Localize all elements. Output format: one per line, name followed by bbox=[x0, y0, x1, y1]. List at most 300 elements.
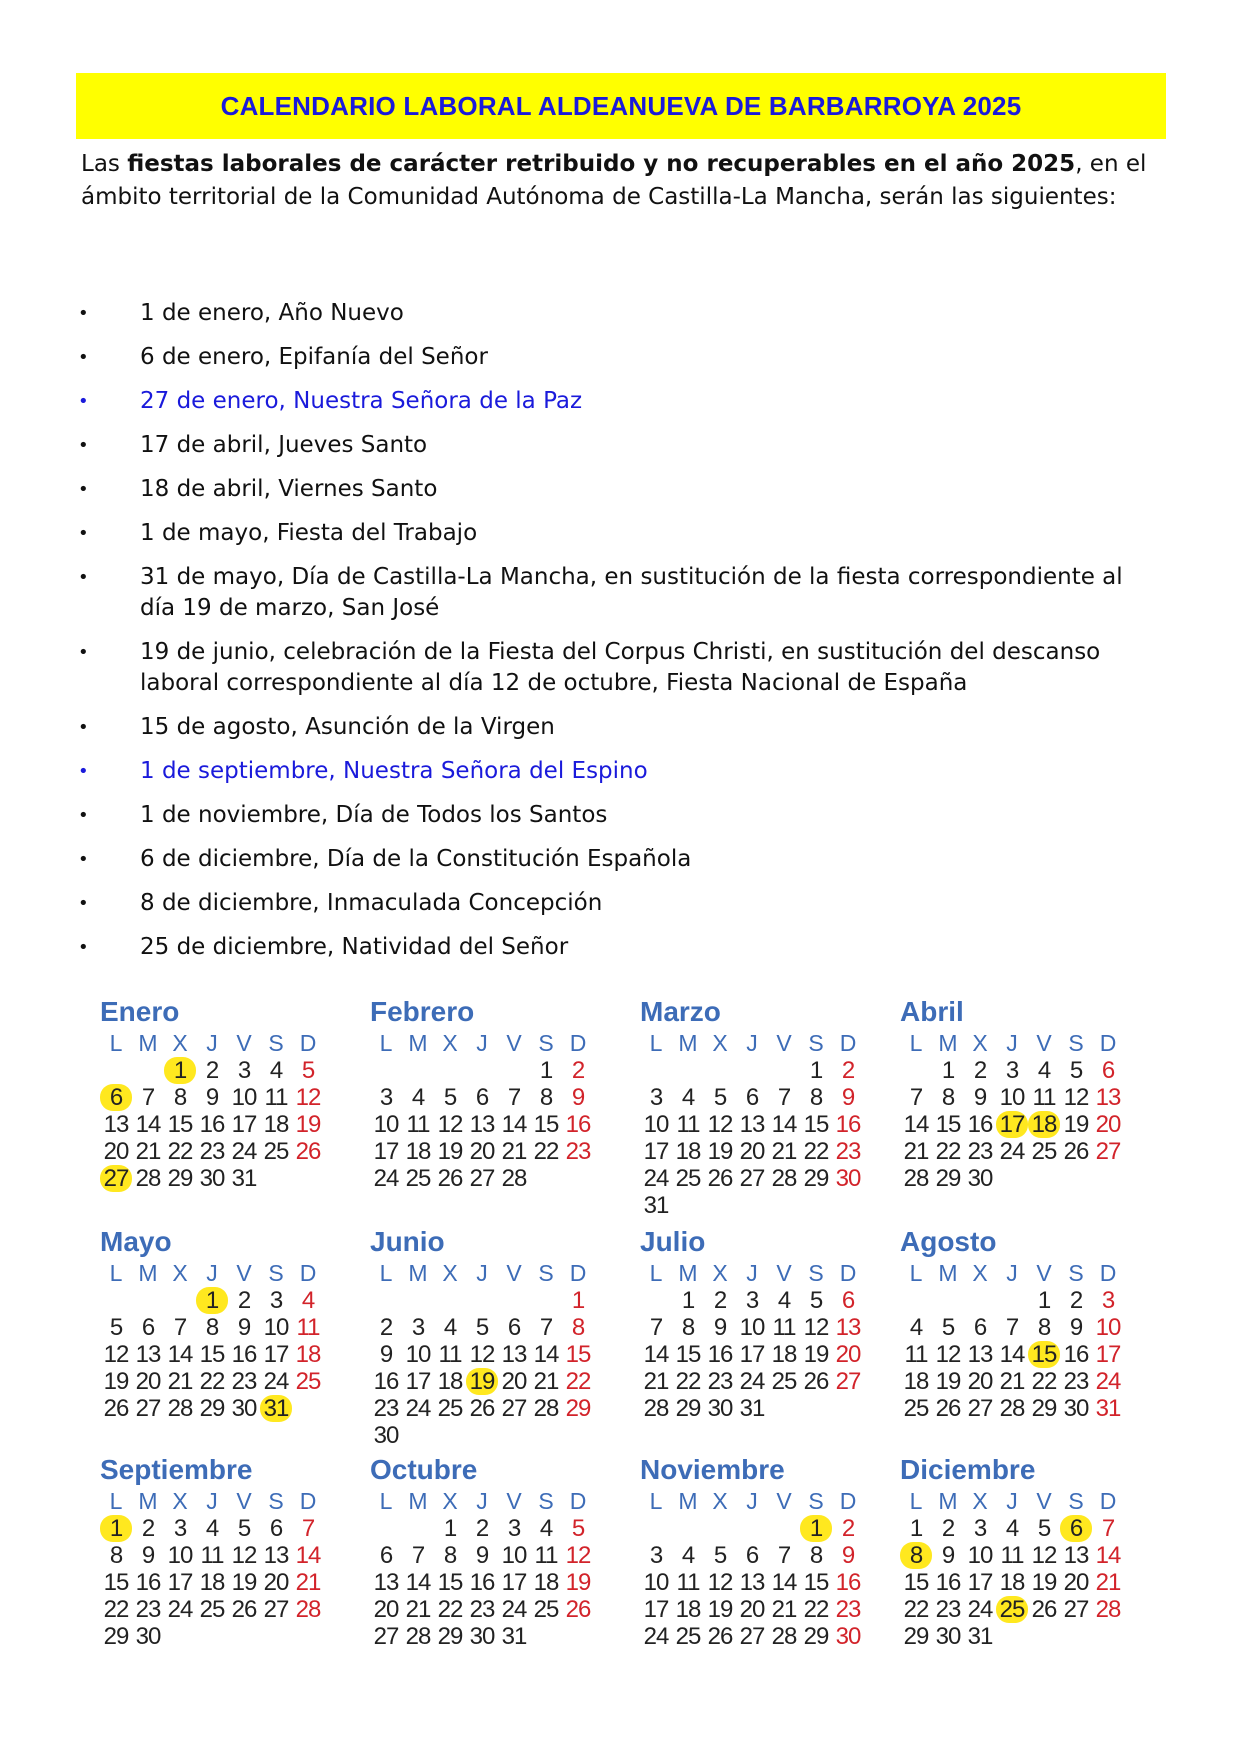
holiday-text: 27 de enero, Nuestra Señora de la Paz bbox=[140, 388, 583, 414]
weekday-label: V bbox=[776, 1030, 792, 1056]
weekday-header bbox=[100, 1487, 340, 1515]
weekday-label: J bbox=[1006, 1260, 1018, 1286]
day-cell: 19 bbox=[295, 1111, 321, 1138]
day-cell: 20 bbox=[739, 1596, 765, 1623]
month-febrero bbox=[370, 995, 610, 1192]
day-cell: 7 bbox=[1005, 1314, 1019, 1341]
day-cell: 1 bbox=[941, 1057, 955, 1084]
holiday-day-cell: 27 bbox=[100, 1165, 132, 1192]
week-row bbox=[900, 1596, 1140, 1623]
day-cell: 22 bbox=[675, 1368, 701, 1395]
day-cell: 4 bbox=[777, 1287, 791, 1314]
weekday-label: S bbox=[538, 1260, 554, 1286]
empty-cell bbox=[498, 1287, 530, 1314]
week-row bbox=[100, 1287, 340, 1314]
day-cell: 24 bbox=[643, 1165, 669, 1192]
empty-cell bbox=[964, 1287, 996, 1314]
day-cell: 20 bbox=[835, 1341, 861, 1368]
week-row bbox=[900, 1138, 1140, 1165]
weekday-label: J bbox=[746, 1488, 758, 1514]
day-cell: 5 bbox=[713, 1084, 727, 1111]
day-cell: 12 bbox=[935, 1341, 961, 1368]
week-row bbox=[640, 1111, 880, 1138]
day-cell: 21 bbox=[533, 1368, 559, 1395]
day-cell: 14 bbox=[295, 1542, 321, 1569]
empty-cell bbox=[672, 1057, 704, 1084]
day-cell: 5 bbox=[237, 1515, 251, 1542]
day-cell: 24 bbox=[1095, 1368, 1121, 1395]
day-cell: 3 bbox=[507, 1515, 521, 1542]
day-cell: 6 bbox=[379, 1542, 393, 1569]
week-row bbox=[640, 1314, 880, 1341]
weekday-label: D bbox=[299, 1488, 317, 1514]
day-cell: 23 bbox=[835, 1138, 861, 1165]
weekday-header bbox=[900, 1259, 1140, 1287]
weekday-label: L bbox=[379, 1260, 393, 1286]
day-cell: 15 bbox=[803, 1111, 829, 1138]
day-cell: 7 bbox=[777, 1084, 791, 1111]
day-cell: 2 bbox=[237, 1287, 251, 1314]
weekday-label: J bbox=[1006, 1488, 1018, 1514]
day-cell: 24 bbox=[373, 1165, 399, 1192]
day-cell: 29 bbox=[167, 1165, 193, 1192]
day-cell: 6 bbox=[507, 1314, 521, 1341]
empty-cell bbox=[900, 1287, 932, 1314]
day-cell: 9 bbox=[141, 1542, 155, 1569]
bullet-icon: • bbox=[78, 642, 89, 663]
day-cell: 26 bbox=[103, 1395, 129, 1422]
day-cell: 18 bbox=[675, 1596, 701, 1623]
holiday-day-cell: 19 bbox=[466, 1368, 498, 1395]
week-row bbox=[900, 1395, 1140, 1422]
weekday-label: X bbox=[712, 1488, 728, 1514]
day-cell: 22 bbox=[437, 1596, 463, 1623]
day-cell: 30 bbox=[935, 1623, 961, 1650]
day-cell: 20 bbox=[1063, 1569, 1089, 1596]
weekday-label: X bbox=[712, 1030, 728, 1056]
weekday-label: S bbox=[1068, 1488, 1084, 1514]
day-cell: 20 bbox=[263, 1569, 289, 1596]
day-cell: 28 bbox=[533, 1395, 559, 1422]
day-cell: 8 bbox=[173, 1084, 187, 1111]
day-cell: 19 bbox=[935, 1368, 961, 1395]
holiday-text: 1 de noviembre, Día de Todos los Santos bbox=[140, 802, 608, 828]
holiday-text: 6 de enero, Epifanía del Señor bbox=[140, 344, 488, 370]
day-cell: 10 bbox=[373, 1111, 399, 1138]
day-cell: 26 bbox=[231, 1596, 257, 1623]
day-cell: 2 bbox=[713, 1287, 727, 1314]
day-cell: 2 bbox=[205, 1057, 219, 1084]
weekday-label: J bbox=[206, 1260, 218, 1286]
day-cell: 30 bbox=[835, 1165, 861, 1192]
weekday-label: S bbox=[808, 1488, 824, 1514]
day-cell: 11 bbox=[264, 1084, 288, 1111]
day-cell: 19 bbox=[707, 1138, 733, 1165]
bullet-icon: • bbox=[78, 567, 89, 588]
holiday-item bbox=[0, 888, 1140, 919]
day-cell: 30 bbox=[373, 1422, 399, 1449]
day-cell: 4 bbox=[205, 1515, 219, 1542]
day-cell: 4 bbox=[411, 1084, 425, 1111]
day-cell: 20 bbox=[135, 1368, 161, 1395]
weekday-label: V bbox=[236, 1030, 252, 1056]
day-cell: 15 bbox=[533, 1111, 559, 1138]
weekday-header bbox=[100, 1259, 340, 1287]
week-row bbox=[370, 1515, 610, 1542]
day-cell: 20 bbox=[373, 1596, 399, 1623]
day-cell: 20 bbox=[469, 1138, 495, 1165]
day-cell: 10 bbox=[999, 1084, 1025, 1111]
day-cell: 29 bbox=[803, 1623, 829, 1650]
weekday-label: V bbox=[506, 1488, 522, 1514]
day-cell: 16 bbox=[835, 1569, 861, 1596]
day-cell: 26 bbox=[437, 1165, 463, 1192]
day-cell: 4 bbox=[539, 1515, 553, 1542]
day-cell: 16 bbox=[707, 1341, 733, 1368]
day-cell: 14 bbox=[533, 1341, 559, 1368]
day-cell: 19 bbox=[1063, 1111, 1089, 1138]
day-cell: 11 bbox=[438, 1341, 462, 1368]
day-cell: 5 bbox=[1069, 1057, 1083, 1084]
day-cell: 6 bbox=[1101, 1057, 1115, 1084]
day-cell: 14 bbox=[771, 1111, 797, 1138]
day-cell: 10 bbox=[967, 1542, 993, 1569]
day-cell: 13 bbox=[501, 1341, 527, 1368]
day-cell: 9 bbox=[841, 1084, 855, 1111]
day-cell: 16 bbox=[967, 1111, 993, 1138]
day-cell: 29 bbox=[803, 1165, 829, 1192]
month-name: Septiembre bbox=[100, 1454, 253, 1485]
day-cell: 20 bbox=[1095, 1111, 1121, 1138]
weekday-header bbox=[640, 1029, 880, 1057]
weekday-label: S bbox=[538, 1030, 554, 1056]
week-row bbox=[370, 1165, 610, 1192]
weekday-label: S bbox=[1068, 1260, 1084, 1286]
weekday-label: D bbox=[299, 1030, 317, 1056]
day-cell: 15 bbox=[565, 1341, 591, 1368]
month-name: Julio bbox=[640, 1226, 706, 1257]
empty-cell bbox=[530, 1287, 562, 1314]
month-diciembre bbox=[900, 1453, 1140, 1650]
weekday-label: V bbox=[236, 1488, 252, 1514]
day-cell: 4 bbox=[1037, 1057, 1051, 1084]
day-cell: 28 bbox=[1095, 1596, 1121, 1623]
month-octubre bbox=[370, 1453, 610, 1650]
empty-cell bbox=[466, 1057, 498, 1084]
day-cell: 28 bbox=[903, 1165, 929, 1192]
empty-cell bbox=[932, 1287, 964, 1314]
week-row bbox=[900, 1515, 1140, 1542]
weekday-label: D bbox=[839, 1488, 857, 1514]
day-cell: 27 bbox=[373, 1623, 399, 1650]
day-cell: 19 bbox=[103, 1368, 129, 1395]
week-row bbox=[100, 1569, 340, 1596]
bullet-icon: • bbox=[78, 435, 89, 456]
day-cell: 25 bbox=[675, 1165, 701, 1192]
holiday-day-cell: 17 bbox=[996, 1111, 1028, 1138]
day-cell: 19 bbox=[707, 1596, 733, 1623]
day-cell: 8 bbox=[809, 1542, 823, 1569]
week-row bbox=[640, 1368, 880, 1395]
holiday-item bbox=[0, 800, 1140, 831]
day-cell: 12 bbox=[803, 1314, 829, 1341]
weekday-header bbox=[370, 1029, 610, 1057]
empty-cell bbox=[370, 1515, 402, 1542]
day-cell: 15 bbox=[935, 1111, 961, 1138]
weekday-label: M bbox=[408, 1488, 428, 1514]
month-name: Enero bbox=[100, 996, 180, 1027]
month-abril bbox=[900, 995, 1140, 1192]
day-cell: 10 bbox=[231, 1084, 257, 1111]
day-cell: 30 bbox=[1063, 1395, 1089, 1422]
weekday-label: J bbox=[206, 1488, 218, 1514]
weekday-label: D bbox=[569, 1260, 587, 1286]
day-cell: 10 bbox=[167, 1542, 193, 1569]
weekday-label: X bbox=[972, 1488, 988, 1514]
weekday-label: V bbox=[506, 1030, 522, 1056]
day-cell: 22 bbox=[199, 1368, 225, 1395]
day-cell: 11 bbox=[296, 1314, 320, 1341]
day-cell: 18 bbox=[405, 1138, 431, 1165]
day-cell: 28 bbox=[771, 1165, 797, 1192]
day-cell: 16 bbox=[373, 1368, 399, 1395]
day-cell: 30 bbox=[707, 1395, 733, 1422]
weekday-label: V bbox=[1036, 1260, 1052, 1286]
day-cell: 22 bbox=[565, 1368, 591, 1395]
day-cell: 16 bbox=[199, 1111, 225, 1138]
day-cell: 4 bbox=[681, 1084, 695, 1111]
day-cell: 25 bbox=[1031, 1138, 1057, 1165]
holiday-day-cell: 1 bbox=[196, 1287, 228, 1314]
week-row bbox=[900, 1542, 1140, 1569]
day-cell: 13 bbox=[967, 1341, 993, 1368]
empty-cell bbox=[996, 1287, 1028, 1314]
day-cell: 9 bbox=[379, 1341, 393, 1368]
weekday-label: D bbox=[1099, 1260, 1117, 1286]
bullet-icon: • bbox=[78, 805, 89, 826]
weekday-label: S bbox=[808, 1030, 824, 1056]
weekday-label: X bbox=[172, 1488, 188, 1514]
weekday-header bbox=[640, 1259, 880, 1287]
weekday-label: M bbox=[938, 1488, 958, 1514]
day-cell: 14 bbox=[771, 1569, 797, 1596]
month-name: Noviembre bbox=[640, 1454, 785, 1485]
holiday-day-cell: 8 bbox=[900, 1542, 932, 1569]
day-cell: 15 bbox=[199, 1341, 225, 1368]
day-cell: 29 bbox=[675, 1395, 701, 1422]
day-cell: 24 bbox=[967, 1596, 993, 1623]
empty-cell bbox=[132, 1057, 164, 1084]
day-cell: 12 bbox=[707, 1569, 733, 1596]
day-cell: 7 bbox=[301, 1515, 315, 1542]
day-cell: 26 bbox=[1063, 1138, 1089, 1165]
day-cell: 14 bbox=[999, 1341, 1025, 1368]
weekday-label: S bbox=[538, 1488, 554, 1514]
empty-cell bbox=[434, 1287, 466, 1314]
holiday-day-cell: 6 bbox=[100, 1084, 132, 1111]
day-cell: 11 bbox=[772, 1314, 796, 1341]
empty-cell bbox=[672, 1515, 704, 1542]
holiday-text: 1 de septiembre, Nuestra Señora del Espino bbox=[140, 758, 648, 784]
day-cell: 10 bbox=[263, 1314, 289, 1341]
empty-cell bbox=[736, 1515, 768, 1542]
day-cell: 11 bbox=[534, 1542, 558, 1569]
day-cell: 29 bbox=[565, 1395, 591, 1422]
day-cell: 8 bbox=[809, 1084, 823, 1111]
bullet-icon: • bbox=[78, 391, 89, 412]
holiday-item bbox=[0, 562, 1140, 624]
day-cell: 14 bbox=[643, 1341, 669, 1368]
day-cell: 2 bbox=[1069, 1287, 1083, 1314]
empty-cell bbox=[900, 1057, 932, 1084]
week-row bbox=[900, 1084, 1140, 1111]
week-row bbox=[370, 1341, 610, 1368]
day-cell: 5 bbox=[1037, 1515, 1051, 1542]
day-cell: 23 bbox=[835, 1596, 861, 1623]
day-cell: 17 bbox=[1095, 1341, 1121, 1368]
day-cell: 12 bbox=[1063, 1084, 1089, 1111]
month-julio bbox=[640, 1225, 880, 1422]
day-cell: 14 bbox=[903, 1111, 929, 1138]
day-cell: 18 bbox=[675, 1138, 701, 1165]
week-row bbox=[900, 1165, 1140, 1192]
day-cell: 30 bbox=[199, 1165, 225, 1192]
day-cell: 16 bbox=[469, 1569, 495, 1596]
weekday-label: J bbox=[476, 1260, 488, 1286]
day-cell: 15 bbox=[903, 1569, 929, 1596]
day-cell: 27 bbox=[739, 1623, 765, 1650]
week-row bbox=[640, 1287, 880, 1314]
day-cell: 25 bbox=[533, 1596, 559, 1623]
weekday-label: D bbox=[299, 1260, 317, 1286]
empty-cell bbox=[100, 1057, 132, 1084]
day-cell: 2 bbox=[973, 1057, 987, 1084]
day-cell: 21 bbox=[771, 1596, 797, 1623]
day-cell: 11 bbox=[676, 1111, 700, 1138]
day-cell: 25 bbox=[771, 1368, 797, 1395]
day-cell: 23 bbox=[707, 1368, 733, 1395]
week-row bbox=[900, 1341, 1140, 1368]
day-cell: 5 bbox=[443, 1084, 457, 1111]
day-cell: 16 bbox=[1063, 1341, 1089, 1368]
day-cell: 21 bbox=[999, 1368, 1025, 1395]
day-cell: 12 bbox=[469, 1341, 495, 1368]
day-cell: 13 bbox=[739, 1111, 765, 1138]
weekday-label: J bbox=[476, 1488, 488, 1514]
week-row bbox=[370, 1368, 610, 1395]
month-name: Octubre bbox=[370, 1454, 478, 1485]
day-cell: 18 bbox=[533, 1569, 559, 1596]
day-cell: 9 bbox=[1069, 1314, 1083, 1341]
day-cell: 12 bbox=[1031, 1542, 1057, 1569]
day-cell: 1 bbox=[1037, 1287, 1051, 1314]
day-cell: 8 bbox=[205, 1314, 219, 1341]
day-cell: 13 bbox=[135, 1341, 161, 1368]
holiday-item bbox=[0, 430, 1140, 461]
week-row bbox=[100, 1515, 340, 1542]
day-cell: 14 bbox=[1095, 1542, 1121, 1569]
weekday-label: S bbox=[808, 1260, 824, 1286]
week-row bbox=[640, 1542, 880, 1569]
week-row bbox=[100, 1314, 340, 1341]
day-cell: 26 bbox=[707, 1165, 733, 1192]
week-row bbox=[640, 1395, 880, 1422]
day-cell: 27 bbox=[1063, 1596, 1089, 1623]
day-cell: 31 bbox=[1095, 1395, 1121, 1422]
day-cell: 25 bbox=[675, 1623, 701, 1650]
day-cell: 1 bbox=[571, 1287, 585, 1314]
day-cell: 14 bbox=[501, 1111, 527, 1138]
day-cell: 8 bbox=[443, 1542, 457, 1569]
weekday-label: L bbox=[909, 1030, 923, 1056]
week-row bbox=[900, 1368, 1140, 1395]
week-row bbox=[640, 1057, 880, 1084]
day-cell: 28 bbox=[643, 1395, 669, 1422]
day-cell: 27 bbox=[135, 1395, 161, 1422]
day-cell: 28 bbox=[501, 1165, 527, 1192]
day-cell: 5 bbox=[475, 1314, 489, 1341]
day-cell: 8 bbox=[109, 1542, 123, 1569]
week-row bbox=[370, 1057, 610, 1084]
day-cell: 23 bbox=[935, 1596, 961, 1623]
week-row bbox=[640, 1341, 880, 1368]
week-row bbox=[640, 1596, 880, 1623]
week-row bbox=[370, 1422, 610, 1449]
month-name: Agosto bbox=[900, 1226, 997, 1257]
day-cell: 27 bbox=[469, 1165, 495, 1192]
day-cell: 27 bbox=[263, 1596, 289, 1623]
week-row bbox=[370, 1111, 610, 1138]
week-row bbox=[900, 1111, 1140, 1138]
holiday-item bbox=[0, 637, 1140, 699]
calendar-grid bbox=[0, 995, 1240, 1695]
day-cell: 23 bbox=[967, 1138, 993, 1165]
day-cell: 9 bbox=[571, 1084, 585, 1111]
weekday-label: L bbox=[909, 1260, 923, 1286]
week-row bbox=[370, 1287, 610, 1314]
weekday-label: M bbox=[678, 1488, 698, 1514]
empty-cell bbox=[640, 1057, 672, 1084]
day-cell: 28 bbox=[135, 1165, 161, 1192]
month-name: Junio bbox=[370, 1226, 445, 1257]
day-cell: 11 bbox=[1032, 1084, 1056, 1111]
week-row bbox=[370, 1314, 610, 1341]
weekday-label: L bbox=[109, 1488, 123, 1514]
day-cell: 23 bbox=[135, 1596, 161, 1623]
weekday-header bbox=[900, 1029, 1140, 1057]
holiday-day-cell: 1 bbox=[164, 1057, 196, 1084]
intro-lead: Las bbox=[81, 151, 128, 177]
weekday-label: J bbox=[206, 1030, 218, 1056]
day-cell: 23 bbox=[565, 1138, 591, 1165]
day-cell: 23 bbox=[469, 1596, 495, 1623]
day-cell: 6 bbox=[841, 1287, 855, 1314]
day-cell: 4 bbox=[443, 1314, 457, 1341]
day-cell: 26 bbox=[565, 1596, 591, 1623]
day-cell: 24 bbox=[167, 1596, 193, 1623]
week-row bbox=[370, 1542, 610, 1569]
weekday-label: L bbox=[379, 1030, 393, 1056]
holiday-list bbox=[0, 298, 1240, 976]
day-cell: 8 bbox=[681, 1314, 695, 1341]
day-cell: 8 bbox=[539, 1084, 553, 1111]
intro-rest: , en el ámbito territorial de la Comunidad Autónoma de Castilla-La Mancha, serán las siguientes: bbox=[81, 151, 1147, 210]
weekday-label: L bbox=[649, 1260, 663, 1286]
day-cell: 13 bbox=[103, 1111, 129, 1138]
month-name: Abril bbox=[900, 996, 964, 1027]
day-cell: 25 bbox=[903, 1395, 929, 1422]
day-cell: 16 bbox=[835, 1111, 861, 1138]
